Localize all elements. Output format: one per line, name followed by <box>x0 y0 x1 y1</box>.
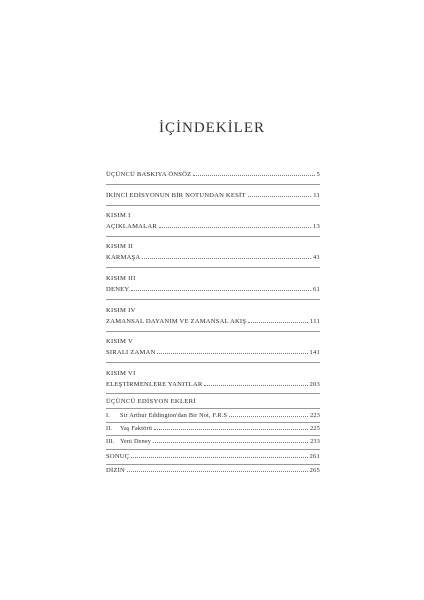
entry-label: ELEŞTİRMENLERE YANITLAR <box>106 381 203 388</box>
divider <box>106 205 320 206</box>
appendix-heading: ÜÇÜNCÜ EDİSYON EKLERİ <box>106 398 196 405</box>
appendix-item <box>106 438 320 445</box>
part-label: KISIM I <box>106 212 131 219</box>
divider <box>106 435 320 436</box>
entry-label: KARMAŞA <box>106 254 141 261</box>
part-label: KISIM VI <box>106 370 136 377</box>
leader-dots <box>248 195 312 197</box>
entry-page: 223 <box>310 412 320 419</box>
leader-dots <box>127 470 308 472</box>
entry-label: ZAMANSAL DAYANIM VE ZAMANSAL AKIŞ <box>106 318 247 325</box>
appendix-number: I. <box>106 412 111 419</box>
part-label: KISIM V <box>106 338 134 345</box>
entry-page: 225 <box>310 425 320 432</box>
leader-dots <box>153 441 308 443</box>
entry-page: 5 <box>316 171 320 178</box>
toc-entry <box>106 192 320 199</box>
leader-dots <box>159 226 311 228</box>
divider <box>106 184 320 185</box>
part-label: KISIM IV <box>106 307 136 314</box>
entry-page: 203 <box>309 381 320 388</box>
appendix-number: II. <box>106 425 113 432</box>
entry-page: 13 <box>313 223 320 230</box>
appendix-item <box>106 425 320 432</box>
toc-entry <box>106 171 320 178</box>
leader-dots <box>154 428 308 430</box>
entry-page: 141 <box>309 349 320 356</box>
part-label: KISIM II <box>106 243 134 250</box>
appendix-section <box>106 398 320 405</box>
toc-part <box>106 275 320 293</box>
entry-label: SIRALI ZAMAN <box>106 349 156 356</box>
leader-dots <box>248 321 308 323</box>
divider <box>106 331 320 332</box>
page-title: İÇİNDEKİLER <box>159 120 265 136</box>
entry-page: 41 <box>313 254 320 261</box>
leader-dots <box>157 352 307 354</box>
divider <box>106 408 320 409</box>
entry-label: AÇIKLAMALAR <box>106 223 157 230</box>
toc-part <box>106 370 320 388</box>
leader-dots <box>204 384 307 386</box>
leader-dots <box>131 456 307 458</box>
entry-label: Sir Arthur Eddington'dan Bir Not, F.R.S <box>120 412 228 419</box>
divider <box>106 422 320 423</box>
divider <box>106 299 320 300</box>
leader-dots <box>229 415 308 417</box>
toc-entry <box>106 467 320 474</box>
entry-label: DENEY <box>106 286 130 293</box>
entry-label: DİZİN <box>106 467 125 474</box>
appendix-number: III. <box>106 438 115 445</box>
entry-page: 111 <box>309 318 320 325</box>
toc-part <box>106 212 320 230</box>
toc-part <box>106 243 320 261</box>
entry-label: İKİNCİ EDİSYONUN BİR NOTUNDAN KESİT <box>106 192 246 199</box>
part-label: KISIM III <box>106 275 136 282</box>
toc-part <box>106 307 320 325</box>
leader-dots <box>142 257 311 259</box>
entry-label: ÜÇÜNCÜ BASKIYA ÖNSÖZ <box>106 171 192 178</box>
entry-page: 265 <box>309 467 320 474</box>
entry-page: 11 <box>313 192 320 199</box>
divider <box>106 464 320 465</box>
divider <box>106 236 320 237</box>
leader-dots <box>131 289 311 291</box>
divider <box>106 393 320 394</box>
entry-label: Yeni Deney <box>120 438 152 445</box>
entry-page: 61 <box>313 286 320 293</box>
appendix-item <box>106 412 320 419</box>
entry-page: 261 <box>309 453 320 460</box>
divider <box>106 449 320 450</box>
toc-entry <box>106 453 320 460</box>
toc-part <box>106 338 320 356</box>
divider <box>106 267 320 268</box>
leader-dots <box>193 174 314 176</box>
divider <box>106 362 320 363</box>
entry-label: SONUÇ <box>106 453 130 460</box>
entry-page: 233 <box>310 438 320 445</box>
entry-label: Yaş Faktörü <box>120 425 152 432</box>
